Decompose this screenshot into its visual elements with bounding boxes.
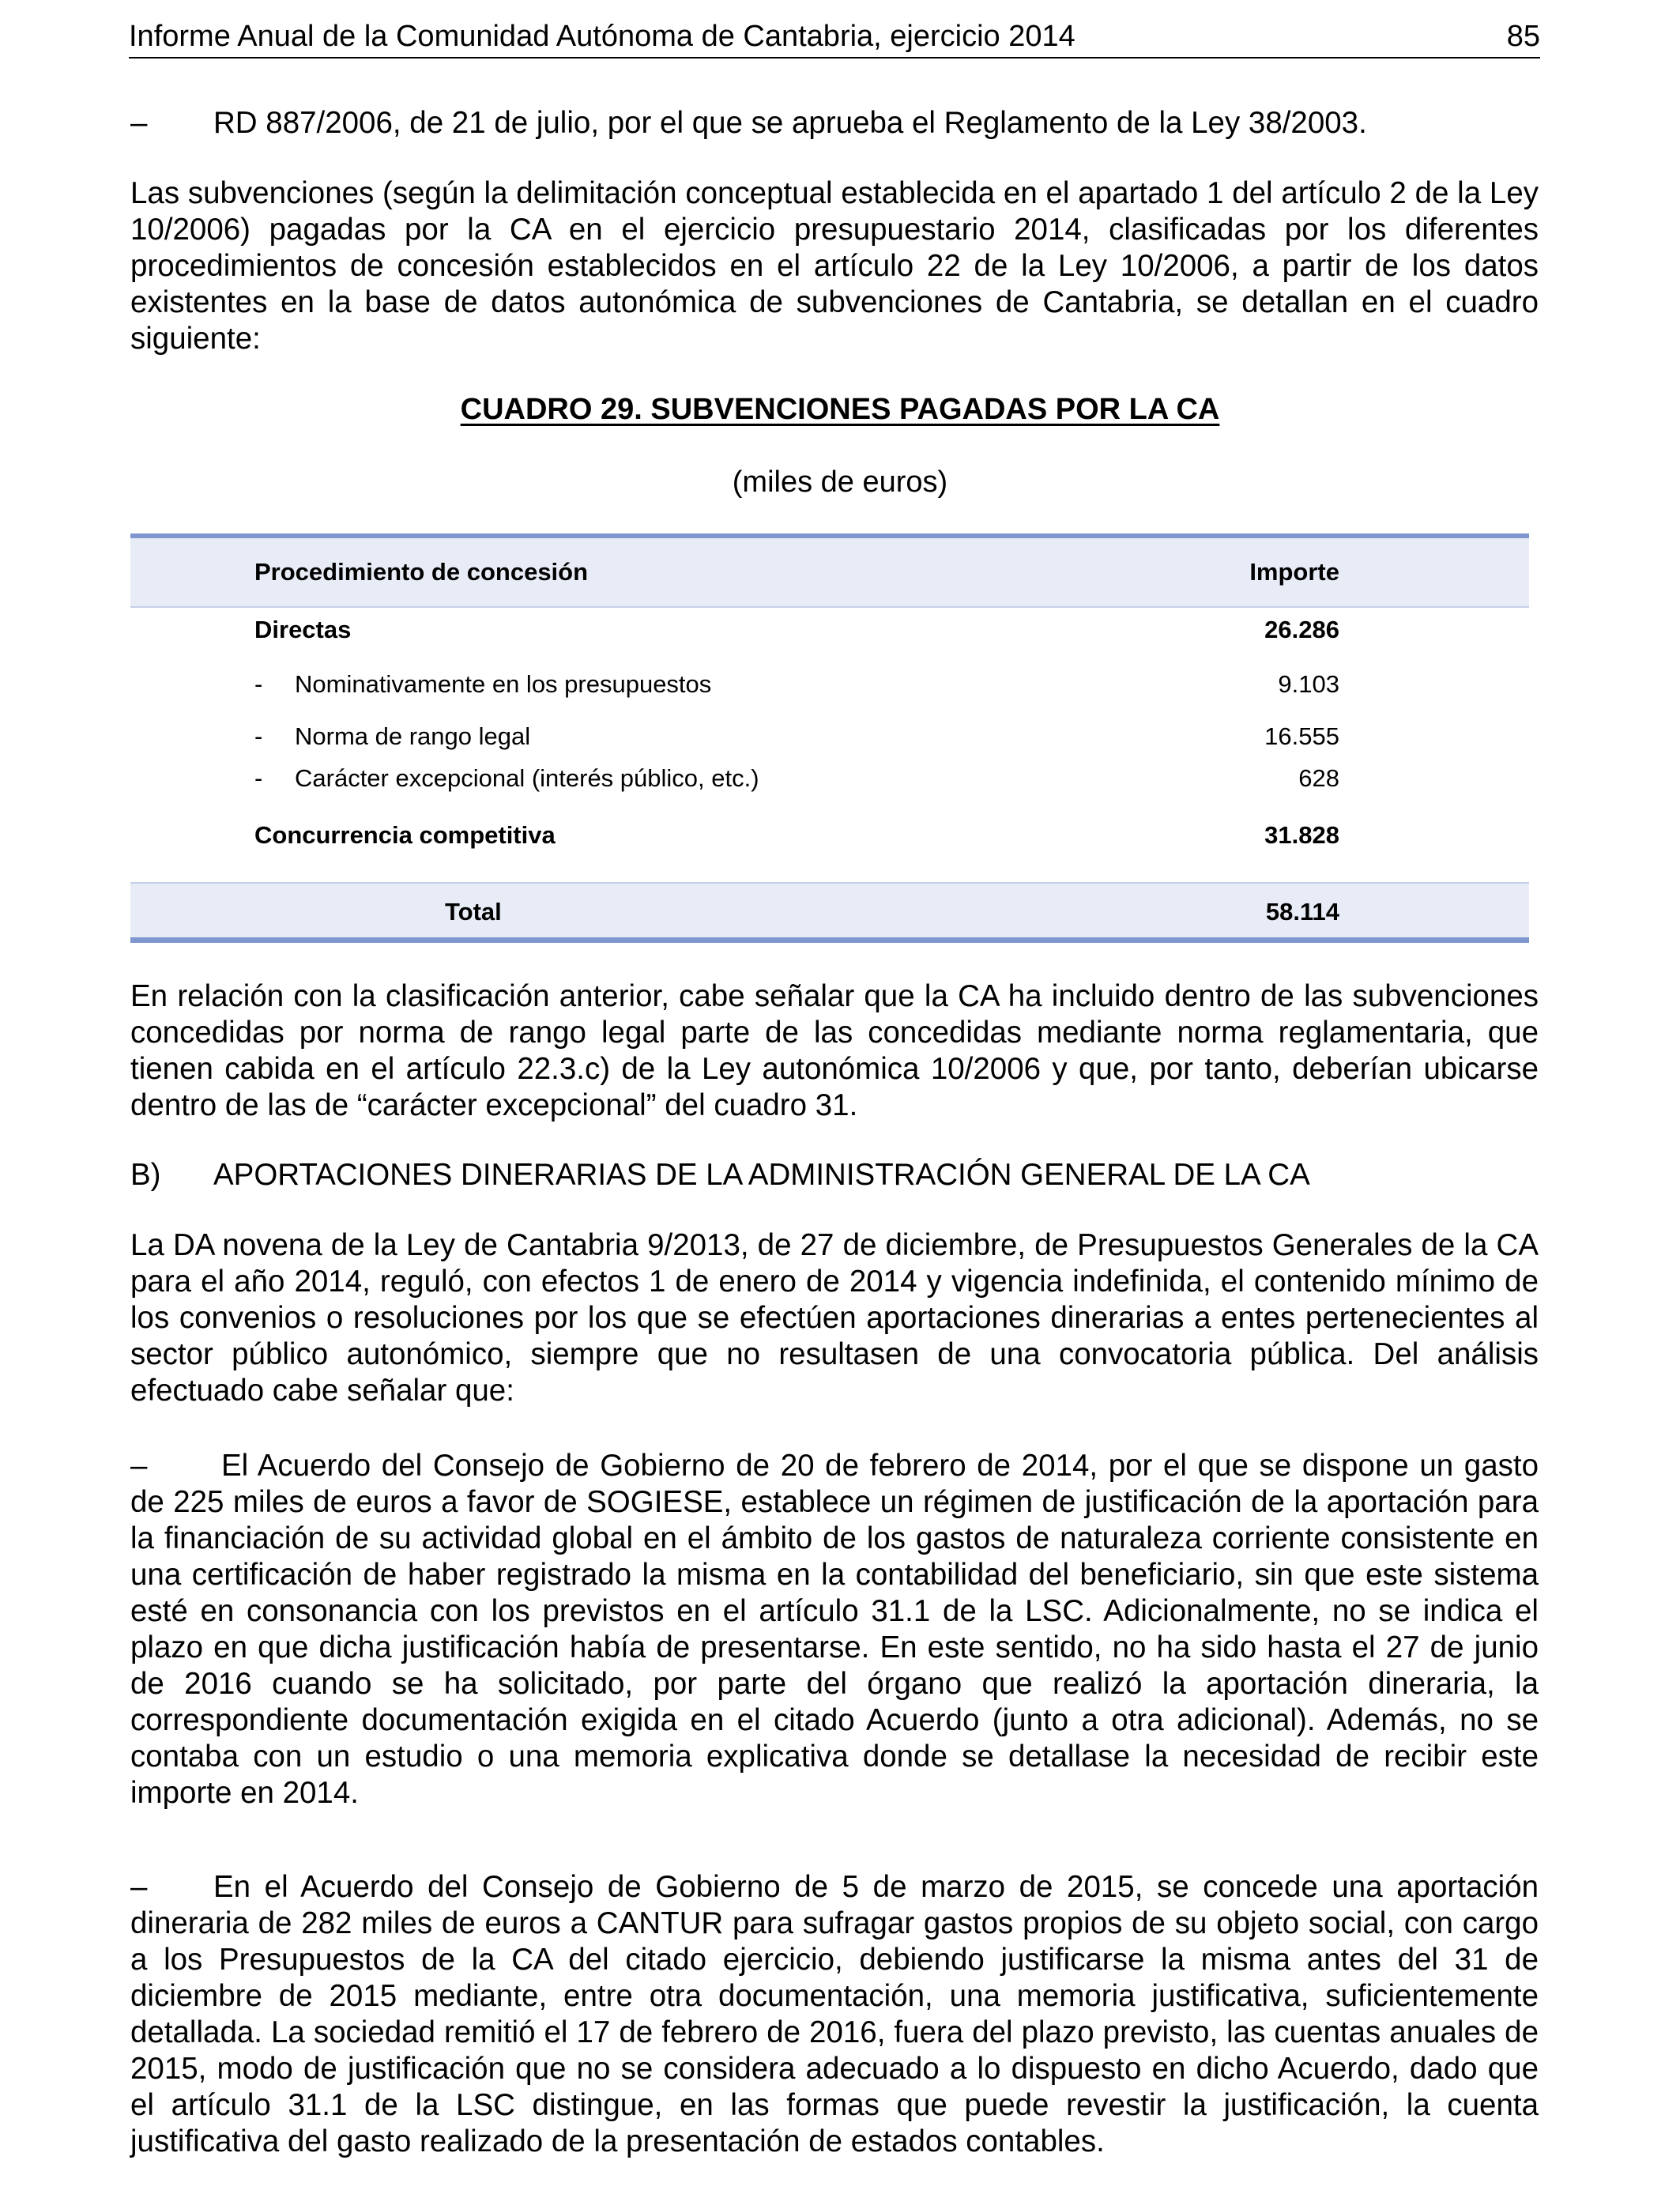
row-norma-rango-legal-label: Norma de rango legal — [295, 722, 531, 750]
bullet-sogiese — [130, 1448, 1539, 1811]
column-header-importe: Importe — [1249, 558, 1339, 586]
paragraph-clasificacion: En relación con la clasificación anterior, cabe señalar que la CA ha incluido dentro de las subvenciones concedidas por norma de rango legal parte de las concedidas mediante norma reglamentaria, que tienen cabida en el artículo 22.3.c) de la Ley autonómica 10/2006 y que, por tanto, deberían ubicarse dentro de las de “carácter excepcional” del cuadro 31. — [130, 979, 1539, 1122]
row-nominativamente-label: Nominativamente en los presupuestos — [295, 670, 712, 698]
row-total-label: Total — [445, 898, 502, 925]
bullet-cantur — [130, 1869, 1539, 2160]
section-b-heading — [130, 1157, 1539, 1193]
bullet-sogiese-text: El Acuerdo del Consejo de Gobierno de 20 de febrero de 2014, por el que se dispone un gasto de 225 miles de euros a favor de SOGIESE, establece un régimen de justificación de la aportación para la financiación de su actividad global en el ámbito de los gastos de naturaleza corriente consistente en una certificación de haber registrado la misma en la contabilidad del beneficiario, sin que este sistema esté en consonancia con los previstos en el artículo 31.1 de la LSC. Adicionalmente, no se indica el plazo en que dicha justificación había de presentarse. En este sentido, no ha sido hasta el 27 de junio de 2016 cuando se ha solicitado, por parte del órgano que realizó la aportación dineraria, la correspondiente documentación exigida en el citado Acuerdo (junto a otra adicional). Además, no se contaba con un estudio o una memoria explicativa donde se detallase la necesidad de recibir este importe en 2014. — [130, 1449, 1539, 1810]
bullet-cantur-text: En el Acuerdo del Consejo de Gobierno de 5 de marzo de 2015, se concede una aportación dineraria de 282 miles de euros a CANTUR para sufragar gastos propios de su objeto social, con cargo a los Presupuestos de la CA del citado ejercicio, debiendo justificarse la misma antes del 31 de diciembre de 2015 mediante, entre otra documentación, una memoria justificativa, suficientemente detallada. La sociedad remitió el 17 de febrero de 2016, fuera del plazo previsto, las cuentas anuales de 2015, modo de justificación que no se considera adecuado a lo dispuesto en dicho Acuerdo, dado que el artículo 31.1 de la LSC distingue, en las formas que puede revestir la justificación, la cuenta justificativa del gasto realizado de la presentación de estados contables. — [130, 1870, 1539, 2158]
paragraph-da-novena: La DA novena de la Ley de Cantabria 9/2013, de 27 de diciembre, de Presupuestos Generales de la CA para el año 2014, reguló, con efectos 1 de enero de 2014 y vigencia indefinida, el contenido mínimo de los convenios o resoluciones por los que se efectúen aportaciones dinerarias a entes pertenecientes al sector público autonómico, siempre que no resultasen de una convocatoria pública. Del análisis efectuado cabe señalar que: — [130, 1228, 1539, 1408]
sub-row-dash: - — [254, 764, 263, 792]
row-caracter-excepcional-label: Carácter excepcional (interés público, etc.) — [295, 764, 759, 792]
table-title-text: CUADRO 29. SUBVENCIONES PAGADAS POR LA CA — [460, 393, 1220, 426]
header-title: Informe Anual de la Comunidad Autónoma de Cantabria, ejercicio 2014 — [129, 20, 1075, 53]
page-number: 85 — [1506, 20, 1540, 53]
row-directas-label: Directas — [254, 616, 352, 643]
bullet-dash: – — [130, 1870, 148, 1904]
row-caracter-excepcional-amount: 628 — [1298, 764, 1339, 792]
row-nominativamente-amount: 9.103 — [1278, 670, 1339, 698]
bullet-dash: – — [130, 1449, 148, 1483]
page-header — [129, 16, 1540, 58]
row-concurrencia-label: Concurrencia competitiva — [254, 821, 556, 849]
table-subtitle: (miles de euros) — [732, 466, 948, 499]
section-b-title: APORTACIONES DINERARIAS DE LA ADMINISTRACIÓN GENERAL DE LA CA — [213, 1158, 1310, 1192]
row-directas-amount: 26.286 — [1264, 616, 1339, 643]
row-concurrencia-amount: 31.828 — [1264, 821, 1339, 849]
row-norma-rango-legal-amount: 16.555 — [1264, 722, 1339, 750]
table-bottom-rule — [130, 937, 1529, 943]
sub-row-dash: - — [254, 722, 263, 750]
row-total-amount: 58.114 — [1265, 898, 1339, 925]
bullet-dash: – — [130, 106, 148, 140]
intro-bullet-text: RD 887/2006, de 21 de julio, por el que se aprueba el Reglamento de la Ley 38/2003. — [213, 106, 1367, 140]
intro-bullet — [130, 105, 1539, 141]
paragraph-subvenciones: Las subvenciones (según la delimitación conceptual establecida en el apartado 1 del artículo 2 de la Ley 10/2006) pagadas por la CA en el ejercicio presupuestario 2014, clasificadas por los diferentes procedimientos de concesión establecidos en el artículo 22 de la Ley 10/2006, a partir de los datos existentes en la base de datos autonómica de subvenciones de Cantabria, se detallan en el cuadro siguiente: — [130, 176, 1539, 356]
column-header-procedimiento: Procedimiento de concesión — [254, 558, 589, 586]
subsidies-table — [130, 533, 1529, 944]
sub-row-dash: - — [254, 670, 263, 698]
table-title — [0, 390, 1680, 429]
section-letter: B) — [130, 1158, 161, 1192]
